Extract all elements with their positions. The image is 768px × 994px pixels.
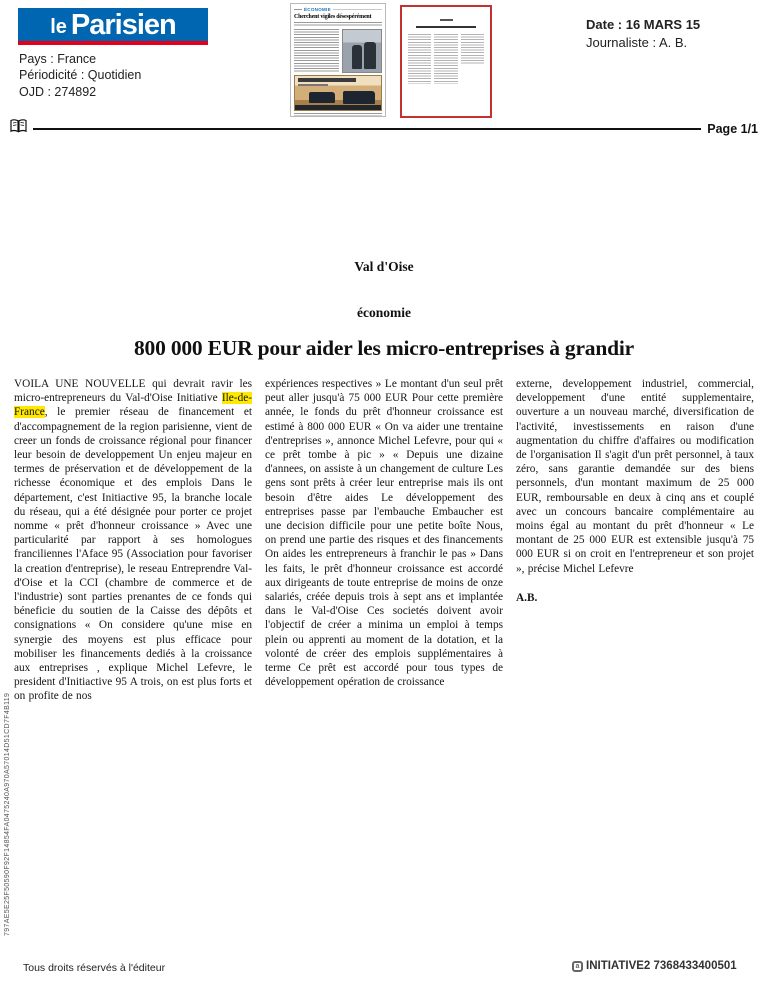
footer-copyright: Tous droits réservés à l'éditeur [23,962,166,974]
ad-vehicle-1 [309,92,335,103]
thumb2-col3-lines [461,34,484,64]
thumb2-title-bar [416,26,476,28]
book-icon [10,119,27,138]
journalist-label: Journaliste : A. B. [586,34,688,50]
thumb2-region-bar [440,19,453,21]
article-byline: A.B. [516,591,538,604]
thumb1-footer-lines [294,113,382,117]
thumb2-col1-lines [408,34,431,84]
thumb2-col2-lines [434,34,457,84]
thumb1-headline: Cherchent vigiles désespérément [294,14,372,20]
thumb2-columns [408,34,484,84]
ad-bottom-strip [295,105,381,110]
vertical-tracking-code: 797AE5E25F50590F92F14854FA0475240A970A57014D51CD7F4B119 [4,692,11,936]
article-region: Val d'Oise [354,259,414,274]
footer-reference: INITIATIVE2 7368433400501 [586,960,737,972]
article-section: économie [357,305,411,320]
article-body [14,377,754,704]
thumb1-photo [342,29,382,73]
publication-meta [19,51,141,100]
ad-title-bar [298,78,356,82]
highlighted-text: Ile-de-France [14,392,252,419]
logo-le-text: le [50,16,67,38]
ad-vehicle-2 [343,91,375,104]
meta-ojd: OJD : 274892 [19,84,97,99]
footer-reference-block [572,960,737,972]
argus-press-icon: a [572,961,583,972]
guard-silhouette-1 [352,45,362,69]
thumb1-body [294,29,382,73]
thumb1-dash [294,9,302,10]
col3-text: externe, developpement industriel, commercial, developpement d'une entité supplementaire, ouverture a un nouveau marché, diversification de l'activité, investissements en raison d'une augmentation du chiffre d'affaires ou modification de l'organisation Il s'agit d'un prêt personnel, à taux zéro, sans garantie demandée sur des biens personnels, d'un montant maximum de 25 000 EUR, remboursable en deux à cinq ans et couplé avec un concours bancaire complémentaire au moins égal au montant du prêt d'honneur « Le montant de 25 000 EUR est extensible jusqu'à 75 000 EUR si on croit en l'entrepreneur et son projet », précise Michel Lefevre [516,378,754,575]
divider-line [33,128,701,130]
article-title: 800 000 EUR pour aider les micro-entreprises à grandir [134,336,634,360]
thumb1-body-text-lines [294,29,339,73]
page-thumbnail-clipping [400,5,492,118]
col2-text: expériences respectives » Le montant d'un seul prêt peut aller jusqu'à 75 000 EUR Pour cette première année, le fonds du prêt d'honneur croissance est estimé à 800 000 EUR « On va aider une trentaine d'entreprises », annonce Michel Lefevre, pour qui « ce prêt tombe à pic » « Depuis une dizaine d'annees, on assiste à un changement de culture Les gens sont prêts à créer leur entreprise mais ils ont besoin d'être aides Le développement des entreprises passe par l'embauche Embaucher est une decision difficile pour une petite boîte Nous, on prend une partie des risques et des financements On aides les entrepreneurs à franchir le pas » Dans les faits, le prêt d'honneur croissance est accordé aux dirigeants de toute entreprise de moins de onze salariés, créée depuis trois à sept ans et implantée dans le Val-d'Oise Ces societés doivent avoir l'objectif de créer a minima un emploi à temps plein ou apprenti au moment de la dotation, et la volonté de créer des emplois supplémentaires à terme Ce prêt est accordé pour tous types de développement opération de croissance [265,378,503,689]
page-thumbnail-newspaper [290,3,386,117]
guard-silhouette-2 [364,42,376,69]
thumb1-deck-lines [294,22,382,27]
thumb1-section-label: ÉCONOMIE [304,7,331,12]
meta-periodicity: Périodicité : Quotidien [19,68,142,83]
col1-text-post: , le premier réseau de financement et d'accompagnement de la region parisienne, vient de creer un fonds de croissance régional pour financer leur besoin de developpement Un enjeu majeur en termes de préservation et de développement de la richesse économique et des emplois Dans le département, c'est Initiactive 95, la branche locale du réseau, qui a été désignée pour porter ce projet nomme « prêt d'honneur croissance » Avec une particularité par rapport à ses homologues franciliennes l'Aface 95 (Association pour favoriser la creation d'entreprise), le reseau Entreprendre Val-d'Oise et la CCI (chambre de commerce et de l'industrie) sont parties prenantes de ce fonds qui béneficie du soutien de la Caisse des dépôts et consignations « On considere qu'une mise en synergie des moyens est plus efficace pour mobiliser les financements dediés à la croissance aux entreprises , explique Michel Lefevre, le president d'Initiactive 95 A trois, on est plus forts et on profite de nos [14,406,252,703]
logo-main-text: Parisien [70,9,176,41]
ad-subtitle-bar [298,84,328,86]
thumb1-topbar [294,6,382,13]
col1-text-pre: VOILA UNE NOUVELLE qui devrait ravir les micro-entrepreneurs du Val-d'Oise Initiative [14,378,252,405]
header-divider [10,119,758,138]
thumb1-advertisement [294,75,382,111]
date-label: Date : 16 MARS 15 [586,17,701,32]
article-column-3 [516,377,754,704]
le-parisien-logo [18,8,208,45]
article-column-1 [14,377,252,704]
meta-country: Pays : France [19,52,97,66]
article-column-2 [265,377,503,704]
thumb1-rule [333,9,382,10]
page-indicator: Page 1/1 [707,121,758,136]
clipping-info [586,16,700,51]
